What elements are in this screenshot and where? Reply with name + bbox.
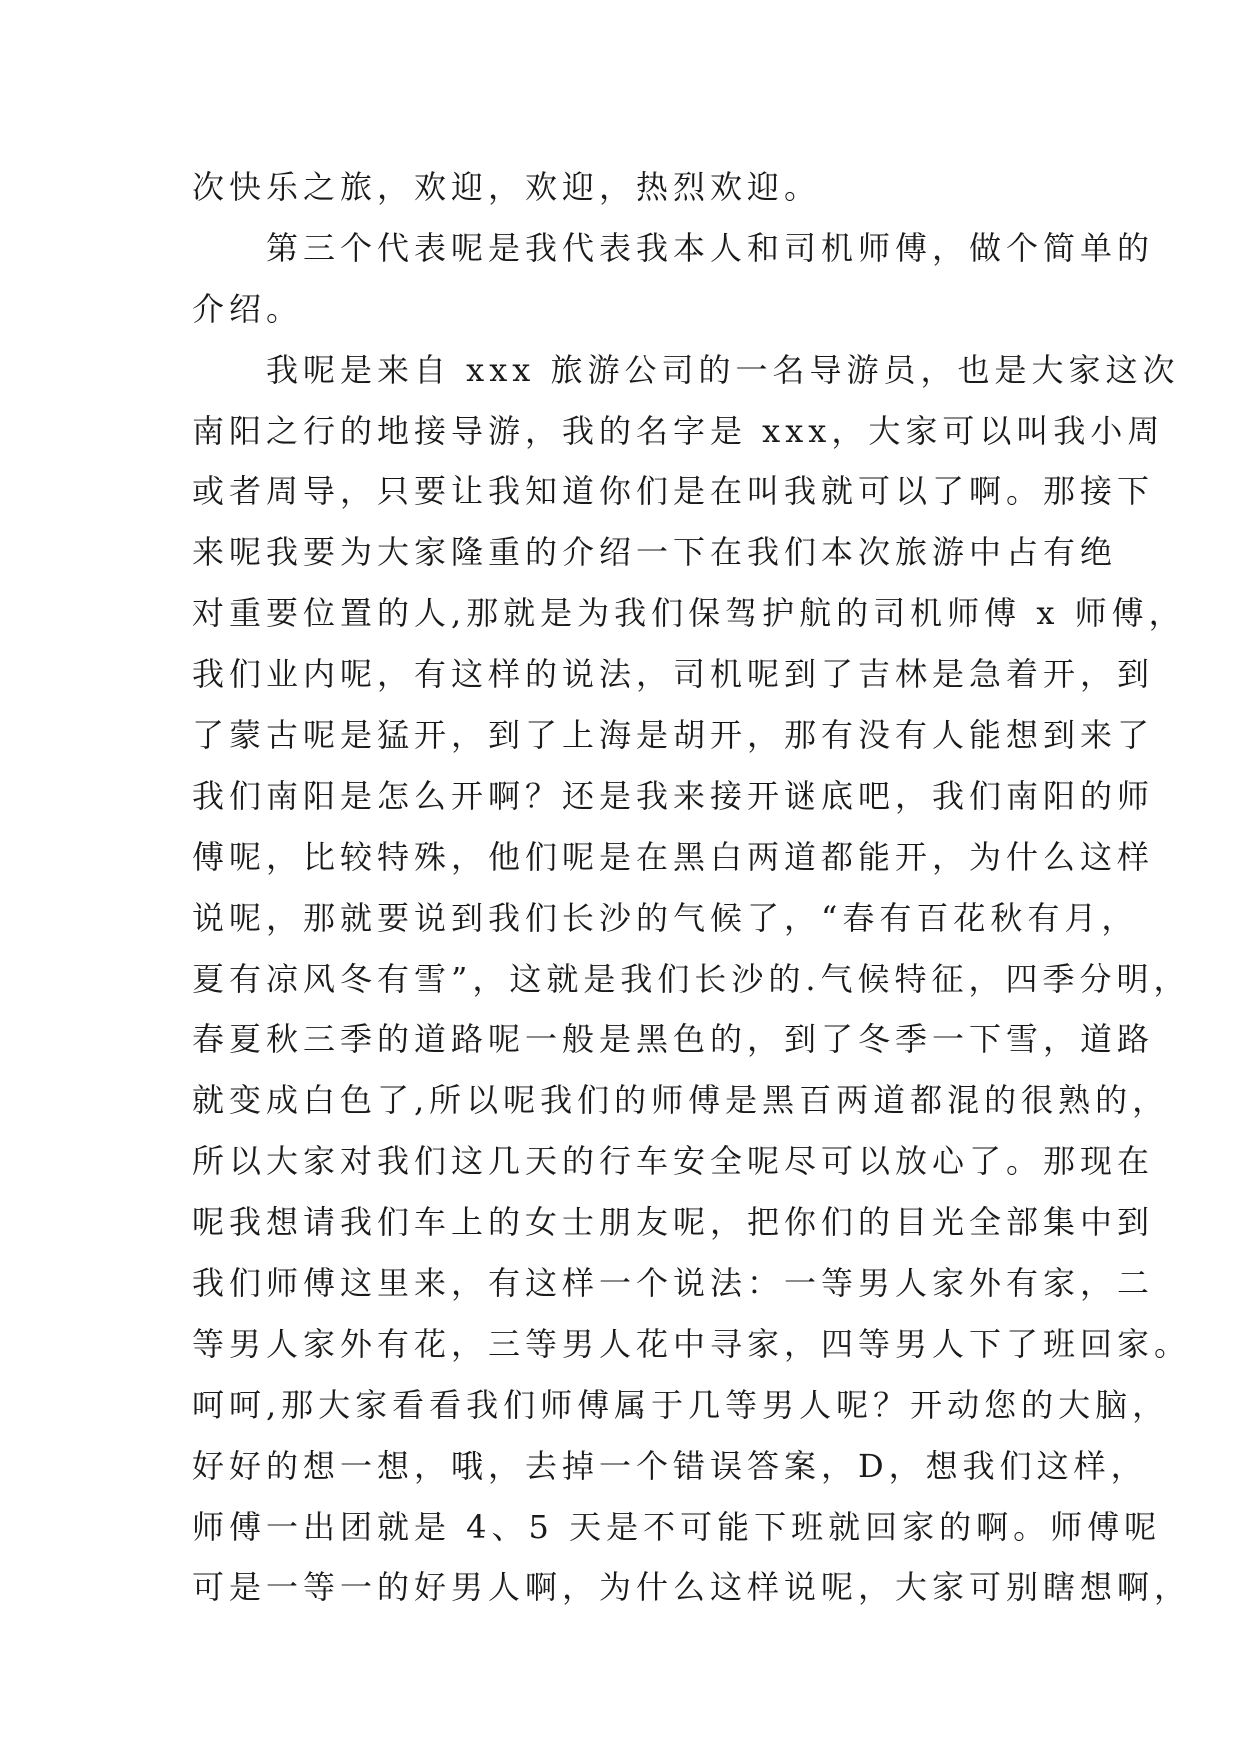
text-line: 呵呵,那大家看看我们师傅属于几等男人呢？开动您的大脑， <box>192 1385 1170 1424</box>
text-line: 说呢，那就要说到我们长沙的气候了，“春有百花秋有月， <box>192 898 1139 937</box>
text-line: 就变成白色了,所以呢我们的师傅是黑百两道都混的很熟的， <box>192 1081 1170 1120</box>
text-line: 我们南阳是怎么开啊？还是我来接开谜底吧，我们南阳的师 <box>192 776 1155 815</box>
text-line: 春夏秋三季的道路呢一般是黑色的，到了冬季一下雪，道路 <box>192 1020 1155 1059</box>
text-line: 所以大家对我们这几天的行车安全呢尽可以放心了。那现在 <box>192 1142 1155 1181</box>
text-line: 等男人家外有花，三等男人花中寻家，四等男人下了班回家。 <box>192 1324 1192 1363</box>
text-line: 第三个代表呢是我代表我本人和司机师傅，做个简单的 <box>266 228 1155 267</box>
text-line: 夏有凉风冬有雪”，这就是我们长沙的.气候特征，四季分明， <box>192 959 1191 998</box>
text-line: 呢我想请我们车上的女士朋友呢，把你们的目光全部集中到 <box>192 1203 1155 1242</box>
text-line: 了蒙古呢是猛开，到了上海是胡开，那有没有人能想到来了 <box>192 716 1155 755</box>
body-text <box>192 157 1192 1618</box>
text-line: 介绍。 <box>192 289 304 328</box>
text-line: 或者周导，只要让我知道你们是在叫我就可以了啊。那接下 <box>192 472 1155 511</box>
text-line: 对重要位置的人,那就是为我们保驾护航的司机师傅 x 师傅， <box>192 594 1186 633</box>
text-line: 南阳之行的地接导游，我的名字是 xxx，大家可以叫我小周 <box>192 411 1165 450</box>
text-line: 傅呢，比较特殊，他们呢是在黑白两道都能开，为什么这样 <box>192 837 1155 876</box>
text-line: 师傅一出团就是 4、5 天是不可能下班就回家的啊。师傅呢 <box>192 1507 1162 1546</box>
text-line: 我们业内呢，有这样的说法，司机呢到了吉林是急着开，到 <box>192 655 1155 694</box>
text-line: 我呢是来自 xxx 旅游公司的一名导游员，也是大家这次 <box>266 350 1180 389</box>
text-line: 我们师傅这里来，有这样一个说法：一等男人家外有家，二 <box>192 1264 1155 1303</box>
text-line: 次快乐之旅，欢迎，欢迎，热烈欢迎。 <box>192 168 822 206</box>
text-line: 可是一等一的好男人啊，为什么这样说呢，大家可别瞎想啊， <box>192 1568 1192 1607</box>
text-line: 来呢我要为大家隆重的介绍一下在我们本次旅游中占有绝 <box>192 533 1118 572</box>
text-line: 好好的想一想，哦，去掉一个错误答案，D，想我们这样， <box>192 1446 1148 1485</box>
